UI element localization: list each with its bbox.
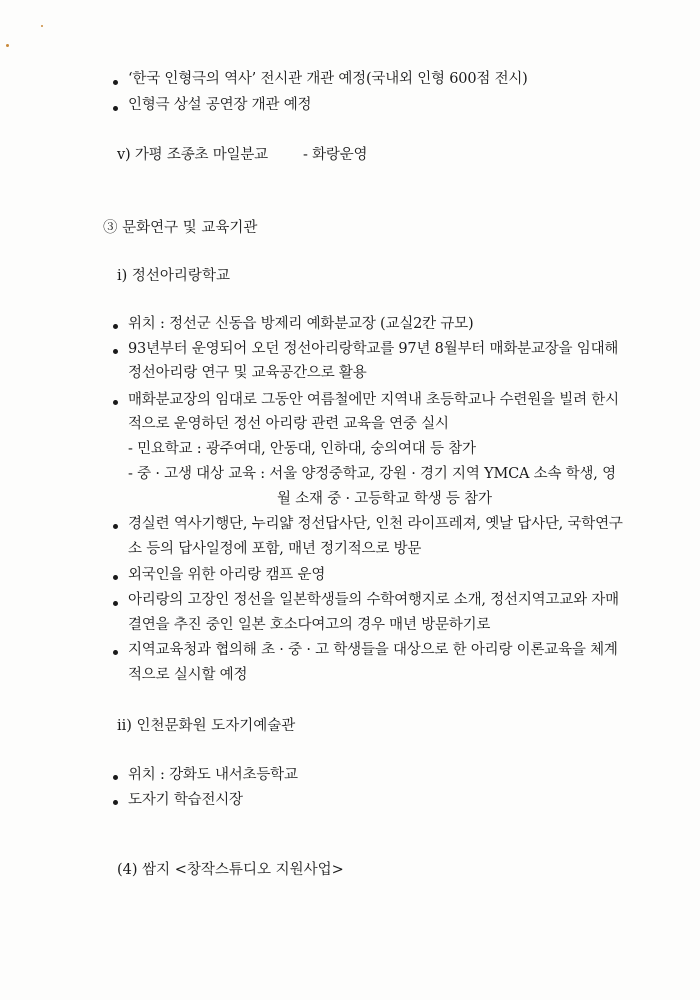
bullet-icon [113,349,118,354]
list-item: ‘한국 인형극의 역사’ 전시관 개관 예정(국내외 인형 600점 전시) [128,71,528,87]
list-item: 지역교육청과 협의해 초 · 중 · 고 학생들을 대상으로 한 아리랑 이론교육을 체계 [128,642,618,658]
section-title: (4) 쌈지 <창작스튜디오 지원사업> [117,862,344,878]
bullet-icon [113,575,118,580]
bullet-icon [113,324,118,329]
list-item-continuation: 결연을 추진 중인 일본 호소다여고의 경우 매년 방문하기로 [128,617,491,633]
list-item: 매화분교장의 임대로 그동안 여름철에만 지역내 초등학교나 수련원을 빌려 한시 [128,392,619,408]
bullet-icon [113,80,118,85]
scan-speck [6,44,9,47]
subsection-title: ⅰ) 정선아리랑학교 [117,268,230,284]
section-title: ③ 문화연구 및 교육기관 [103,220,258,236]
bullet-icon [113,775,118,780]
dash-item-continuation: 월 소재 중 · 고등학교 학생 등 참가 [277,491,492,507]
list-item-continuation: 적으로 실시할 예정 [128,667,248,683]
list-item: 경실련 역사기행단, 누리얇 정선답사단, 인천 라이프레져, 옛날 답사단, 국학연구 [128,516,623,532]
bullet-icon [113,800,118,805]
list-item: 외국인을 위한 아리랑 캠프 운영 [128,567,326,583]
bullet-icon [113,650,118,655]
list-item-text: 93년부터 운영되어 오던 정선아리랑학교를 97년 8월부터 매화분교장을 임대해 [128,341,619,357]
dash-item: - 중 · 고생 대상 교육 : 서울 양정중학교, 강원 · 경기 지역 YMCA 소속 학생, 영 [128,466,616,482]
bullet-icon [113,106,118,111]
list-item-continuation: 적으로 운영하던 정선 아리랑 관련 교육을 연중 실시 [128,416,449,432]
list-item: 아리랑의 고장인 정선을 일본학생들의 수학여행지로 소개, 정선지역고교와 자매 [128,592,619,608]
list-item-continuation: 정선아리랑 연구 및 교육공간으로 활용 [128,365,367,381]
list-item: 도자기 학습전시장 [128,792,243,808]
subsection-title: ⅴ) 가평 조종초 마일분교 [117,147,268,163]
bullet-icon [113,524,118,529]
list-item: 위치 : 정선군 신동읍 방제리 예화분교장 (교실2칸 규모) [128,316,474,332]
list-item: 인형극 상설 공연장 개관 예정 [128,97,312,113]
list-item [128,339,619,359]
scan-speck [41,25,43,27]
list-item-continuation: 소 등의 답사일정에 포함, 매년 정기적으로 방문 [128,541,422,557]
list-item: 위치 : 강화도 내서초등학교 [128,767,298,783]
bullet-icon [113,601,118,606]
subsection-note: - 화랑운영 [303,147,368,163]
subsection-title: ⅱ) 인천문화원 도자기예술관 [117,718,296,734]
dash-item: - 민요학교 : 광주여대, 안동대, 인하대, 숭의여대 등 참가 [128,441,476,457]
bullet-icon [113,400,118,405]
